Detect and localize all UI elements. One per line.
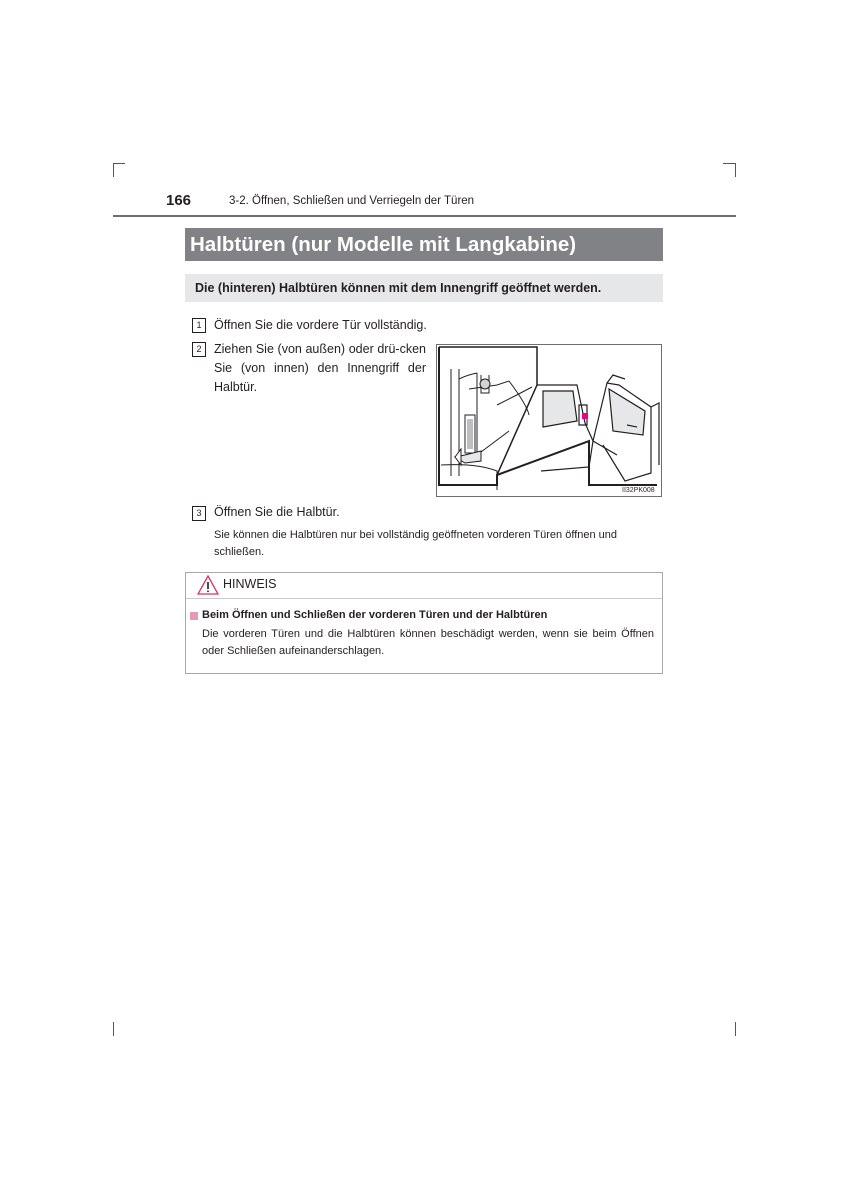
breadcrumb: 3-2. Öffnen, Schließen und Verriegeln der Türen (229, 195, 475, 207)
crop-mark-top-right-v (735, 163, 736, 177)
hinweis-bullet-square (190, 612, 198, 620)
door-illustration (436, 344, 662, 497)
step-number-2: 2 (192, 342, 206, 357)
page-number: 166 (166, 192, 192, 209)
crop-mark-bottom-right (735, 1022, 736, 1036)
section-title: Halbtüren (nur Modelle mit Langkabine) (185, 228, 663, 261)
hinweis-heading: Beim Öffnen und Schließen der vorderen Türen und der Halbtüren (202, 609, 548, 621)
step-number-3: 3 (192, 506, 206, 521)
step-text-3: Öffnen Sie die Halbtür. (214, 505, 340, 519)
header-rule (113, 215, 736, 217)
step-text-1: Öffnen Sie die vordere Tür vollständig. (214, 318, 427, 332)
crop-mark-top-left-h (113, 163, 125, 164)
hinweis-body: Die vorderen Türen und die Halbtüren können beschädigt werden, wenn sie beim Öffnen oder Schließen aufeinanderschlagen. (202, 628, 654, 657)
section-summary: Die (hinteren) Halbtüren können mit dem Innengriff geöffnet werden. (185, 274, 663, 302)
figure-code: II32PK008 (622, 487, 655, 494)
door-handle-drawing (437, 345, 661, 496)
crop-mark-top-left-v (113, 163, 114, 177)
warning-triangle-icon (197, 575, 219, 595)
crop-mark-bottom-left (113, 1022, 114, 1036)
step-number-1: 1 (192, 318, 206, 333)
step-text-2: Ziehen Sie (von außen) oder drü-cken Sie (von innen) den Innengriff der Halbtür. (214, 342, 426, 394)
step-note: Sie können die Halbtüren nur bei vollständig geöffneten vorderen Türen öffnen und schließen. (214, 529, 618, 558)
hinweis-label: HINWEIS (223, 577, 277, 591)
hinweis-divider (186, 598, 662, 599)
